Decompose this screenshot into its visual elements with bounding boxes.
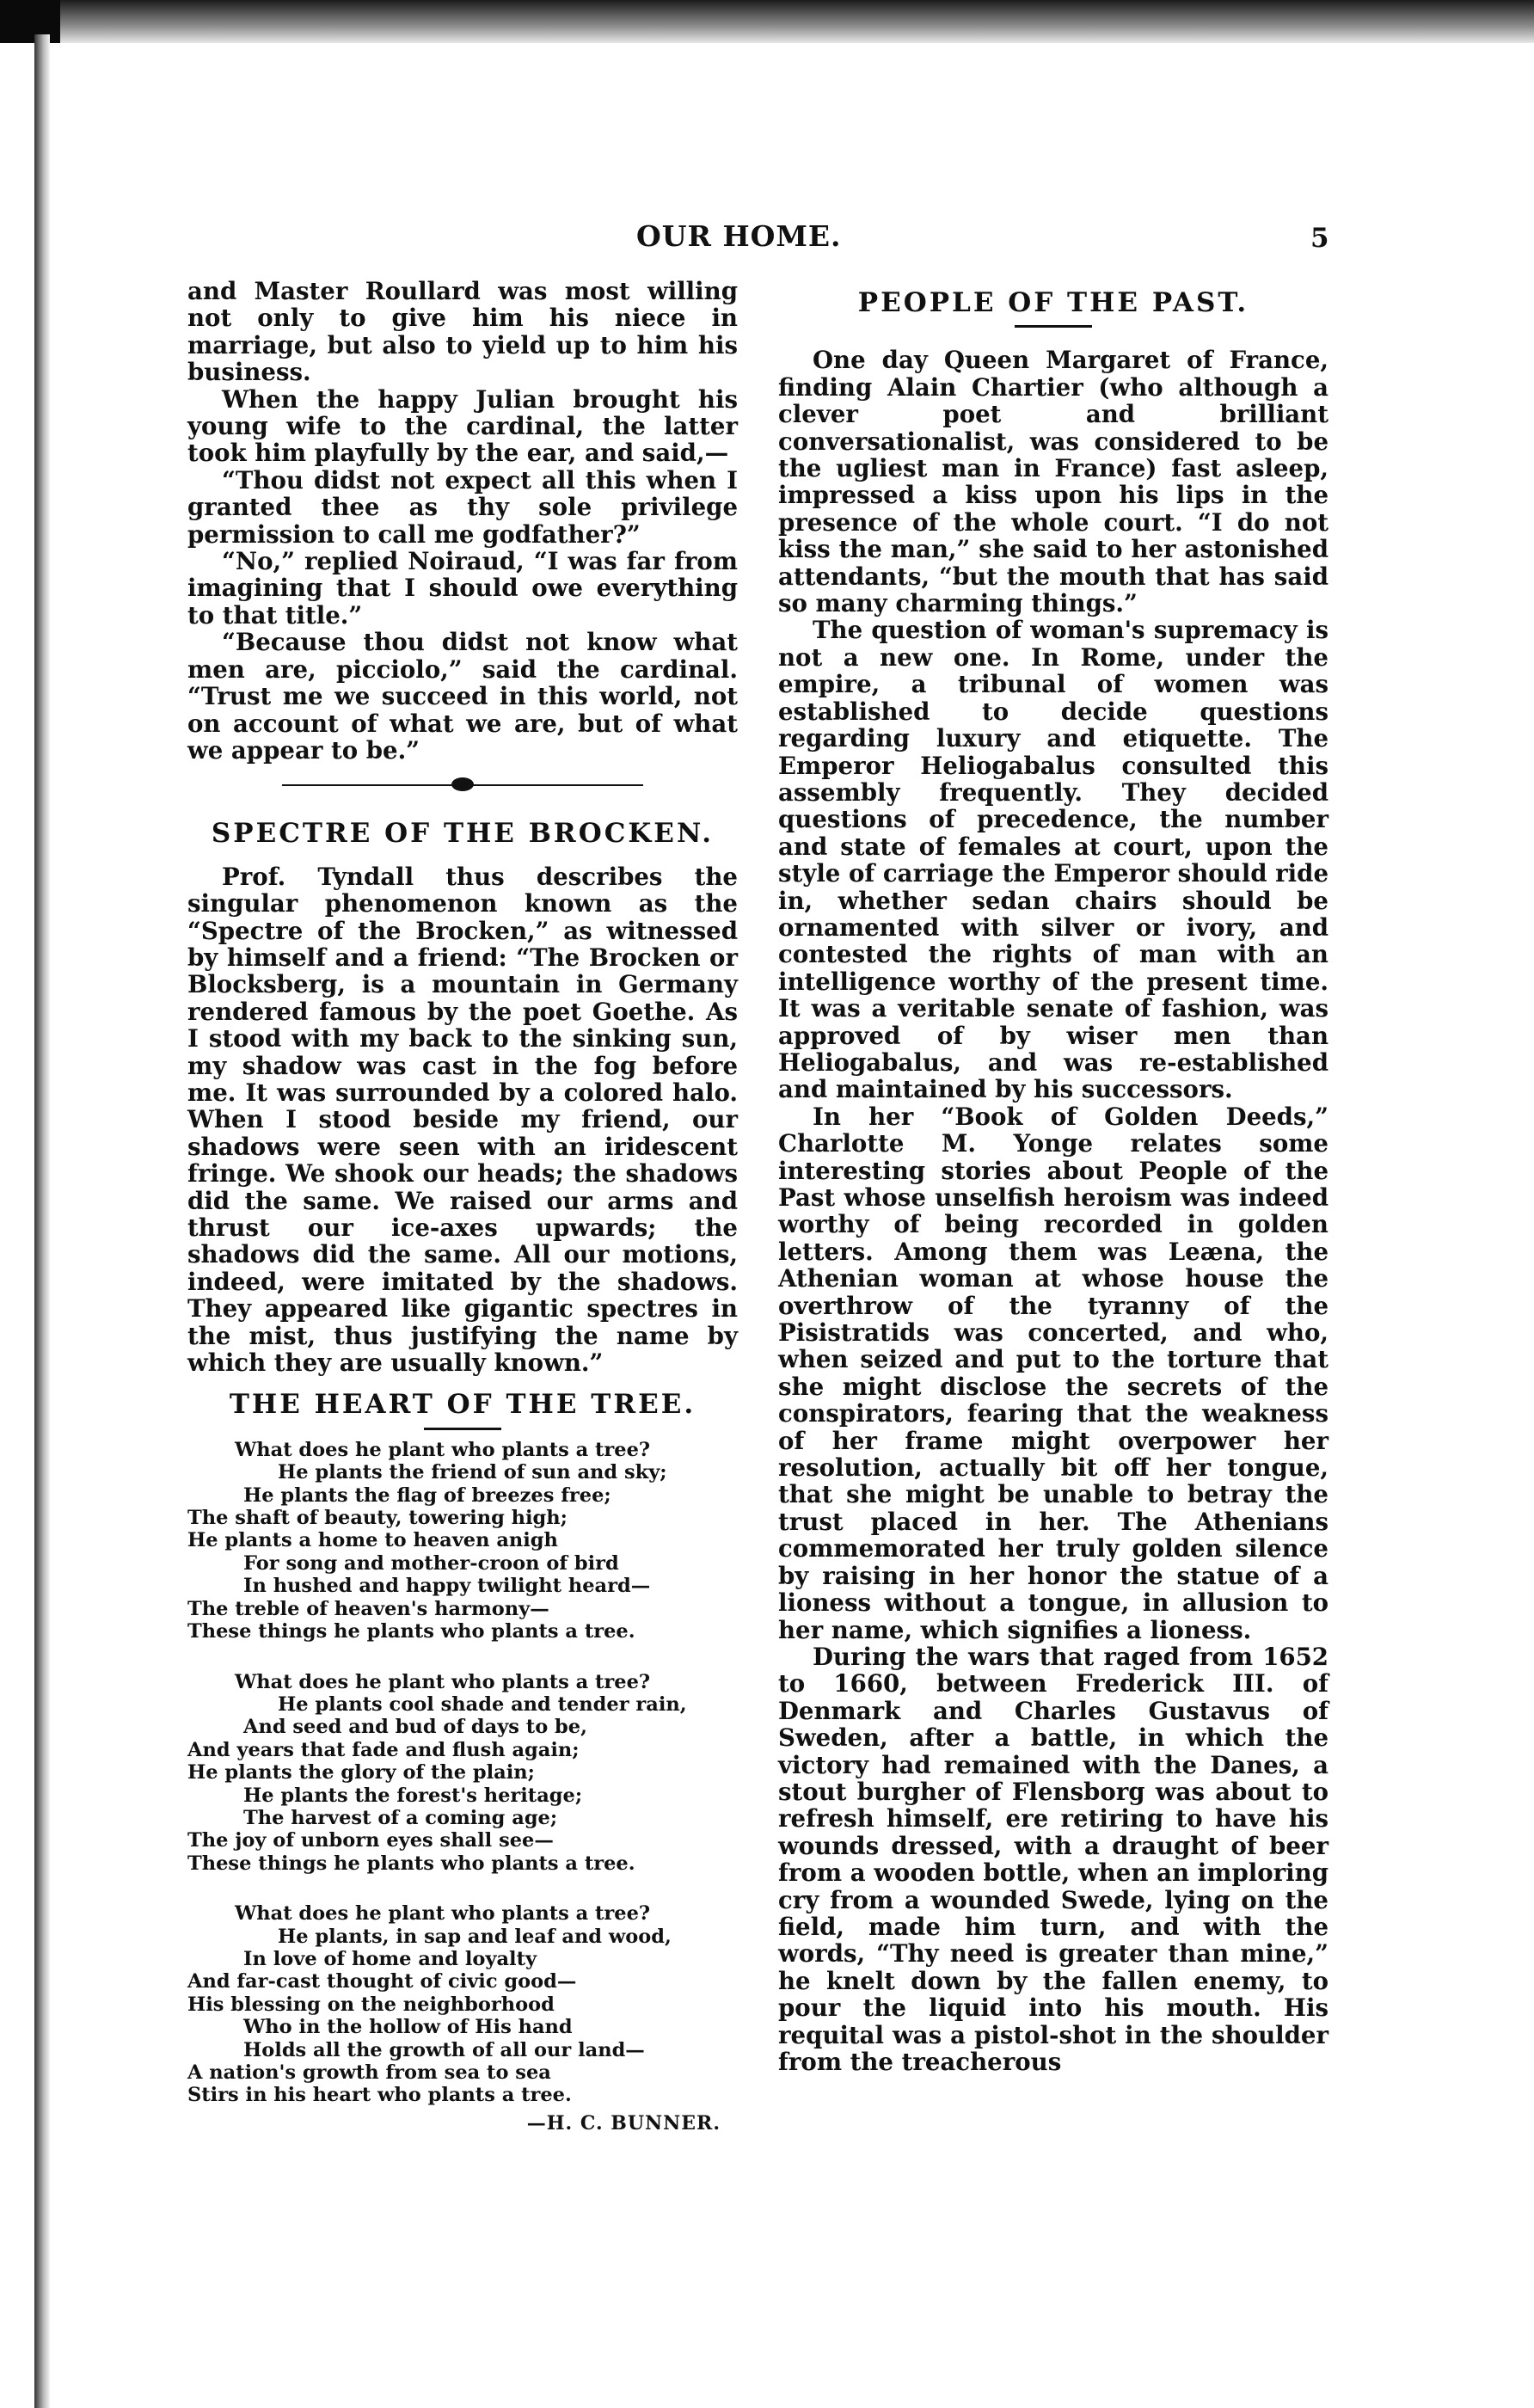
poem-line: He plants the glory of the plain; [187,1761,535,1784]
poem-stanza [187,1671,738,1876]
poem-line: And years that fade and flush again; [187,1738,580,1761]
people-heading-rule [1015,325,1092,328]
scan-left-edge [34,34,50,2408]
poem-line: For song and mother-croon of bird [243,1551,619,1575]
poem [187,1439,738,2135]
section-divider-ornament [187,777,738,793]
poem-line: He plants, in sap and leaf and wood, [278,1925,672,1948]
spectre-heading: SPECTRE OF THE BROCKEN. [211,818,715,850]
poem-line: The harvest of a coming age; [243,1806,558,1829]
poem-line: What does he plant who plants a tree? [235,1902,651,1926]
poem-line: And seed and bud of days to be, [243,1716,587,1739]
article-paragraph: One day Queen Margaret of France, finding Alain Chartier (who although a clever poet and brilliant conversationalist, was considered to be the ugliest man in France) fast asleep, impressed a kiss upon his lips in the presence of the whole court. “I do not kiss the man,” she said to her astonished attendants, “but the mouth that has said so many charming things.” [778,346,1328,618]
poem-line: He plants a home to heaven anigh [187,1529,558,1552]
poem-line: He plants the forest's heritage; [243,1784,583,1807]
poem-line: In hushed and happy twilight heard— [243,1575,651,1598]
poem-line: And far-cast thought of civic good— [187,1970,577,1993]
continuation-paragraph: “Thou didst not expect all this when I granted thee as thy sole privilege permission to call me godfather?” [187,465,738,549]
poem-line: Who in the hollow of His hand [243,2016,573,2039]
poem-stanza [187,1439,738,1643]
poem-line: A nation's growth from sea to sea [187,2061,551,2084]
article-paragraph: The question of woman's supremacy is not a new one. In Rome, under the empire, a tribunal of women was established to decide questions regarding luxury and etiquette. The Emperor Heliogabalus consulted this assembly frequently. They decided questions of precedence, the number and state of females at court, upon the style of carriage the Emperor should ride in, whether sedan chairs should be ornamented with silver or ivory, and contested the rights of man with an intelligence worthy of the present time. It was a veritable senate of fashion, was approved of by wiser men than Heliogabalus, and was re-established and maintained by his successors. [778,616,1328,1104]
poem-line: He plants cool shade and tender rain, [278,1692,687,1716]
left-column [187,278,738,2135]
poem-line: These things he plants who plants a tree. [187,1852,635,1875]
spectre-paragraph: Prof. Tyndall thus describes the singular phenomenon known as the “Spectre of the Brocken,” as witnessed by himself and a friend: “The Brocken or Blocksberg, is a mountain in Germany rendered famous by the poet Goethe. As I stood with my back to the sinking sun, my shadow was cast in the fog before me. It was surrounded by a colored halo. When I stood beside my friend, our shadows were seen with an iridescent fringe. We shook our heads; the shadows did the same. We raised our arms and thrust our ice-axes upwards; the shadows did the same. All our motions, indeed, were imitated by the shadows. They appeared like gigantic spectres in the mist, thus justifying the name by which they are usually known.” [187,862,738,1378]
continuation-paragraph: “No,” replied Noiraud, “I was far from imagining that I should owe everything to that title.” [187,547,738,630]
poem-line: The treble of heaven's harmony— [187,1597,549,1620]
poem-heading-rule [424,1428,501,1430]
poem-line: He plants the friend of sun and sky; [278,1461,667,1484]
poem-line: His blessing on the neighborhood [187,1993,555,2016]
page-number: 5 [1310,223,1329,254]
article-paragraph: During the wars that raged from 1652 to 1660, between Frederick III. of Denmark and Charles Gustavus of Sweden, after a battle, in which the victory had remained with the Danes, a stout burgher of Flensborg was about to refresh himself, ere retiring to have his wounds dressed, with a draught of beer from a wooden bottle, when an imploring cry from a wounded Swede, lying on the field, made him turn, and with the words, “Thy need is greater than mine,” he knelt down by the fallen enemy, to pour the liquid into his mouth. His requital was a pistol-shot in the shoulder from the treacherous [778,1642,1328,2076]
article-paragraph: In her “Book of Golden Deeds,” Charlotte M. Yonge relates some interesting stories about People of the Past whose unselfish heroism was indeed worthy of being recorded in golden letters. Among them was Leæna, the Athenian woman at whose house the overthrow of the tyranny of the Pisistratids was concerted, and who, when seized and put to the torture that she might disclose the secrets of the conspirators, fearing that the weakness of her frame might overpower her resolution, actually bit off her tongue, that she might be unable to betray the trust placed in her. The Athenians commemorated her truly golden silence by raising in her honor the statue of a lioness without a tongue, in allusion to her name, which signifies a lioness. [778,1102,1328,1644]
poem-line: What does he plant who plants a tree? [235,1438,651,1461]
poem-line: These things he plants who plants a tree. [187,1620,635,1643]
continuation-paragraph: When the happy Julian brought his young wife to the cardinal, the latter took him playfully by the ear, and said,— [187,384,738,468]
poem-heading: THE HEART OF THE TREE. [229,1389,696,1421]
poem-line: What does he plant who plants a tree? [235,1670,651,1693]
poem-line: Holds all the growth of all our land— [243,2038,645,2061]
right-column [778,278,1328,2075]
poem-attribution: —H. C. BUNNER. [526,2111,721,2135]
poem-line: The shaft of beauty, towering high; [187,1507,568,1530]
running-title: OUR HOME. [636,219,842,253]
people-of-the-past-heading: PEOPLE OF THE PAST. [857,287,1249,318]
poem-line: He plants the flag of breezes free; [243,1484,611,1507]
poem-line: Stirs in his heart who plants a tree. [187,2084,572,2107]
page-header [0,219,1534,262]
poem-stanza [187,1902,738,2107]
poem-line: The joy of unborn eyes shall see— [187,1829,554,1852]
scan-top-border [0,0,1534,43]
continuation-paragraph: and Master Roullard was most willing not only to give him his niece in marriage, but also to yield up to him his business. [187,277,738,387]
continuation-paragraph: “Because thou didst not know what men are, picciolo,” said the cardinal. “Trust me we succeed in this world, not on account of what we are, but of what we appear to be.” [187,628,738,765]
poem-line: In love of home and loyalty [243,1947,537,1970]
scan-corner-mark [0,0,60,43]
